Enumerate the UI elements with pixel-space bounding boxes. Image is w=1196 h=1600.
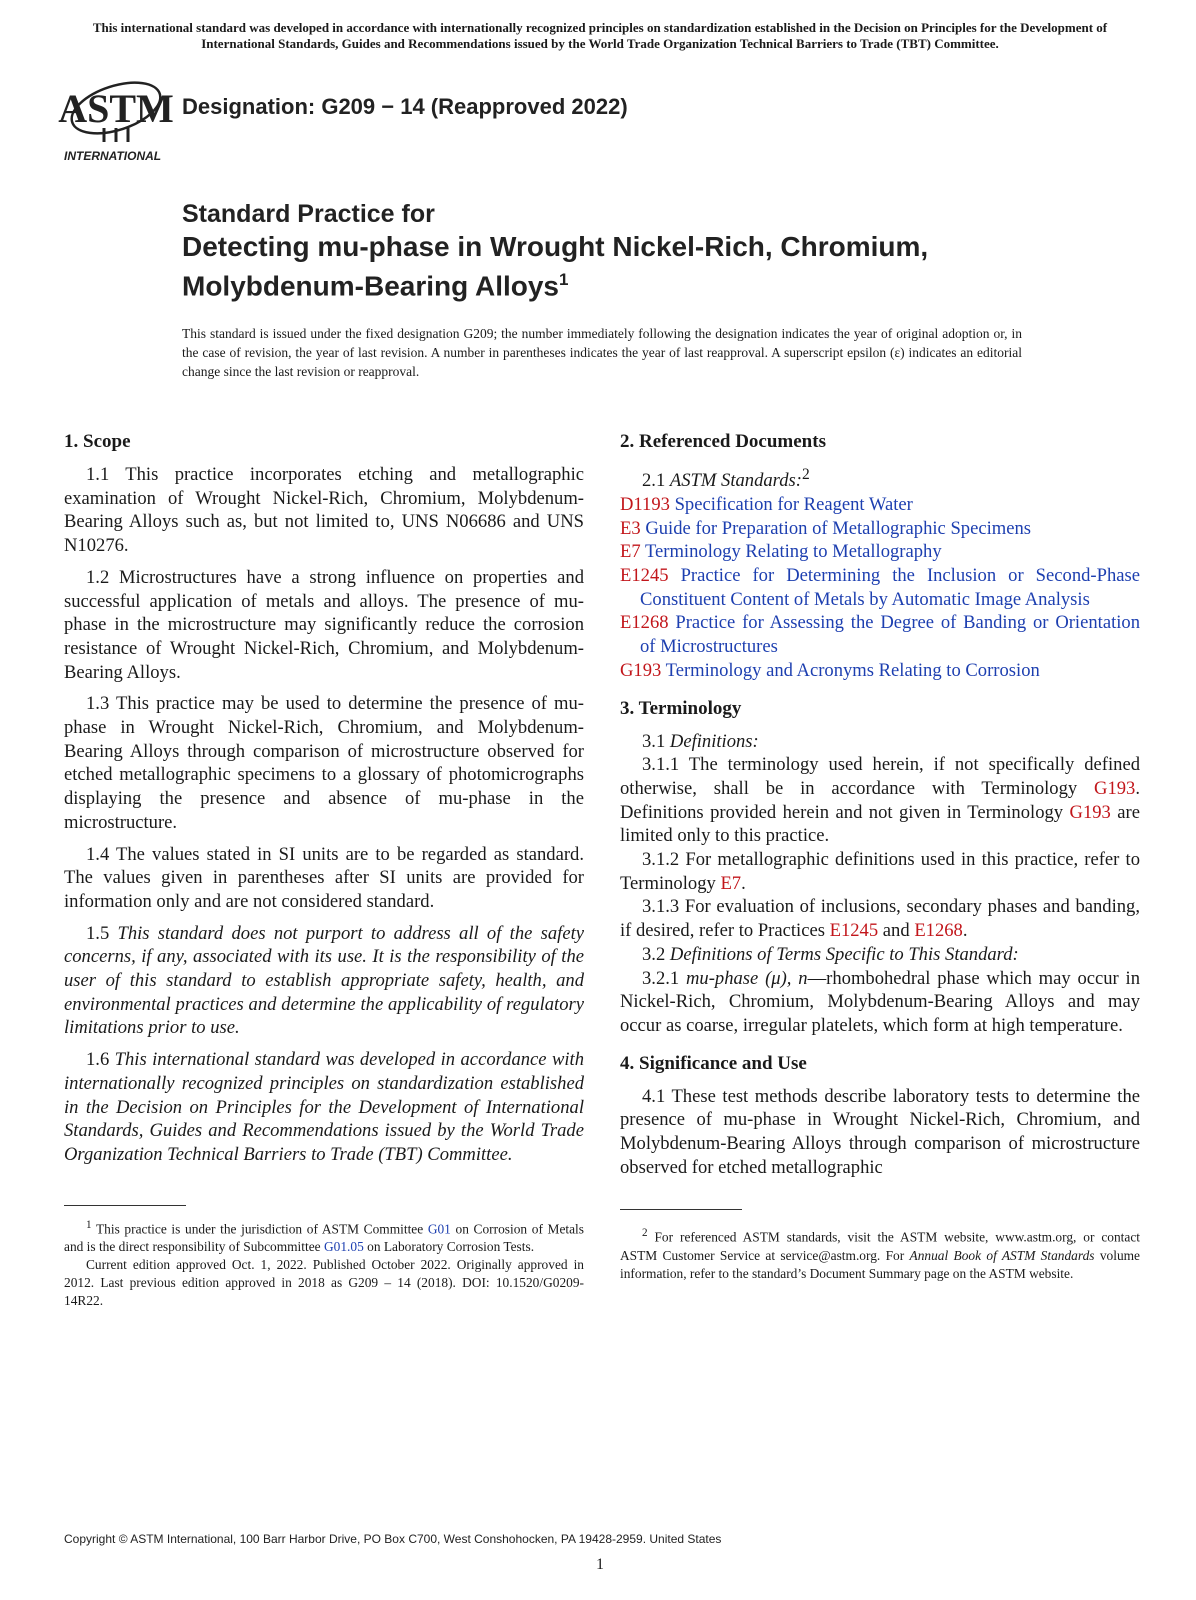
section-heading-scope: 1. Scope <box>64 431 131 452</box>
logo-letters: ASTM <box>58 86 174 131</box>
footnote-divider <box>620 1209 742 1210</box>
link-g193[interactable]: G193 <box>1069 801 1111 823</box>
link-e7[interactable]: E7 <box>720 872 742 894</box>
scope-1-4: 1.4 The values stated in SI units are to be regarded as standard. The values given in parentheses after SI units are provided for information only and are not considered standard. <box>64 843 584 912</box>
title-line-1: Standard Practice for <box>182 200 435 228</box>
title-footnote-mark: 1 <box>559 270 569 289</box>
scope-1-3: 1.3 This practice may be used to determine the presence of mu-phase in Wrought Nickel-Rich, Chromium, and Molybdenum-Bearing Alloys through comparison of microstructure observed for etched metallographic specimens to a glossary of photomicrographs displaying the presence and absence of mu-phase in the microstructure. <box>64 693 584 833</box>
footnote-1: $^1$ This practice is under the jurisdiction of ASTM Committee G01 on Corrosion of Metals and is the direct responsibility of Subcommittee G01.05 on Laboratory Corrosion Tests. Current edition approved Oct. 1, 2022. Published October 2022. Originally approved in 2012. Last previous edition approved in 2018 as G209 – 14 (2018). DOI: 10.1520/G0209-14R22. <box>64 1218 584 1309</box>
astm-logo <box>58 70 174 170</box>
terminology-3-1-3: 3.1.3 For evaluation of inclusions, secondary phases and banding, if desired, refer to Practices E1245 and E1268. <box>620 896 1140 942</box>
issuance-statement: This standard is issued under the fixed designation G209; the number immediately following the designation indicates the year of original adoption or, in the case of revision, the year of last revision. A number in parentheses indicates the year of last reapproval. A superscript epsilon (ε) indicates an editorial change since the last revision or reapproval. <box>182 326 1022 379</box>
title-line-3: Molybdenum-Bearing Alloys <box>182 270 560 302</box>
scope-1-1: 1.1 This practice incorporates etching and metallographic examination of Wrought Nickel-Rich, Chromium, Molybdenum-Bearing Alloys such as, but not limited to, UNS N06686 and UNS N10276. <box>64 464 584 557</box>
section-heading-significance: 4. Significance and Use <box>620 1052 807 1074</box>
significance-4-1: 4.1 These test methods describe laboratory tests to determine the presence of mu-phase in Wrought Nickel-Rich, Chromium, and Molybdenum-Bearing Alloys through comparison of microstructure observed for etched metallographic <box>620 1085 1140 1178</box>
section-heading-terminology: 3. Terminology <box>620 697 742 719</box>
reference-item[interactable]: E3 Guide for Preparation of Metallographic Specimens <box>620 517 1032 539</box>
designation: Designation: G209 − 14 (Reapproved 2022) <box>182 94 628 119</box>
terminology-3-1-2: 3.1.2 For metallographic definitions used in this practice, refer to Terminology E7. <box>620 849 1140 894</box>
reference-item[interactable]: E1268 Practice for Assessing the Degree of Banding or Orientation of Microstructures <box>620 612 1140 658</box>
document-title <box>182 198 1082 302</box>
scope-1-5: 1.5 This standard does not purport to address all of the safety concerns, if any, associated with its use. It is the responsibility of the user of this standard to establish appropriate safety, health, and environmental practices and determine the applicability of regulatory limitations prior to use. <box>64 922 584 1039</box>
terminology-3-2: 3.2 Definitions of Terms Specific to This Standard: <box>642 943 1019 965</box>
page-number: 1 <box>596 1556 604 1573</box>
link-e1245[interactable]: E1245 <box>829 920 879 942</box>
right-column <box>620 430 1140 1283</box>
link-e1268[interactable]: E1268 <box>914 920 963 942</box>
wto-notice: This international standard was developed in accordance with internationally recognized principles on standardization established in the Decision on Principles for the Development of International Standards, Guides and Recommendations issued by the World Trade Organization Technical Barriers to Trade (TBT) Committee. <box>92 20 1108 51</box>
scope-1-2: 1.2 Microstructures have a strong influence on properties and successful application of metals and alloys. The presence of mu-phase in the microstructure may significantly reduce the corrosion resistance of Wrought Nickel-Rich, Chromium, and Molybdenum-Bearing Alloys. <box>64 566 584 683</box>
footnote-2: $^2$ For referenced ASTM standards, visit the ASTM website, www.astm.org, or contact ASTM Customer Service at service@astm.org. For Annual Book of ASTM Standards volume information, refer to the standard’s Document Summary page on the ASTM website. <box>620 1227 1140 1281</box>
reference-list <box>620 493 1140 683</box>
left-column <box>64 430 584 1310</box>
link-g193[interactable]: G193 <box>1094 777 1136 799</box>
link-g01[interactable]: G01 <box>427 1221 451 1237</box>
reference-item[interactable]: G193 Terminology and Acronyms Relating to Corrosion <box>620 659 1040 681</box>
footnote-1-edition: Current edition approved Oct. 1, 2022. Published October 2022. Originally approved in 2012. Last previous edition approved in 2018 as G209 – 14 (2018). DOI: 10.1520/G0209-14R22. <box>64 1257 584 1309</box>
reference-item[interactable]: E7 Terminology Relating to Metallography <box>620 541 942 563</box>
logo-subtext: INTERNATIONAL <box>64 149 162 163</box>
terminology-3-2-1: 3.2.1 mu-phase (μ), n—rhombohedral phase which may occur in Nickel-Rich, Chromium, Molybdenum-Bearing Alloys and may occur as coarse, irregular platelets, which form at high temperature. <box>620 967 1140 1036</box>
scope-1-6: 1.6 This international standard was developed in accordance with internationally recognized principles on standardization established in the Decision on Principles for the Development of International Standards, Guides and Recommendations issued by the World Trade Organization Technical Barriers to Trade (TBT) Committee. <box>64 1049 585 1165</box>
link-g01-05[interactable]: G01.05 <box>323 1239 364 1255</box>
terminology-3-1: 3.1 Definitions: <box>642 730 759 752</box>
terminology-3-1-1: 3.1.1 The terminology used herein, if not specifically defined otherwise, shall be in accordance with Terminology G193. Definitions provided herein and not given in Terminology G193 are limited only to this practice. <box>620 754 1140 847</box>
astm-standards-label: 2.1 ASTM Standards:$^2$ <box>642 466 810 492</box>
reference-item[interactable]: D1193 Specification for Reagent Water <box>620 493 913 515</box>
footnote-divider <box>64 1205 186 1206</box>
reference-item[interactable]: E1245 Practice for Determining the Inclusion or Second-Phase Constituent Content of Metals by Automatic Image Analysis <box>620 565 1140 610</box>
copyright-notice: Copyright © ASTM International, 100 Barr Harbor Drive, PO Box C700, West Conshohocken, PA 19428-2959. United States <box>64 1532 722 1546</box>
title-line-2: Detecting mu-phase in Wrought Nickel-Rich, Chromium, <box>182 231 929 262</box>
section-heading-referenced-documents: 2. Referenced Documents <box>620 431 826 452</box>
